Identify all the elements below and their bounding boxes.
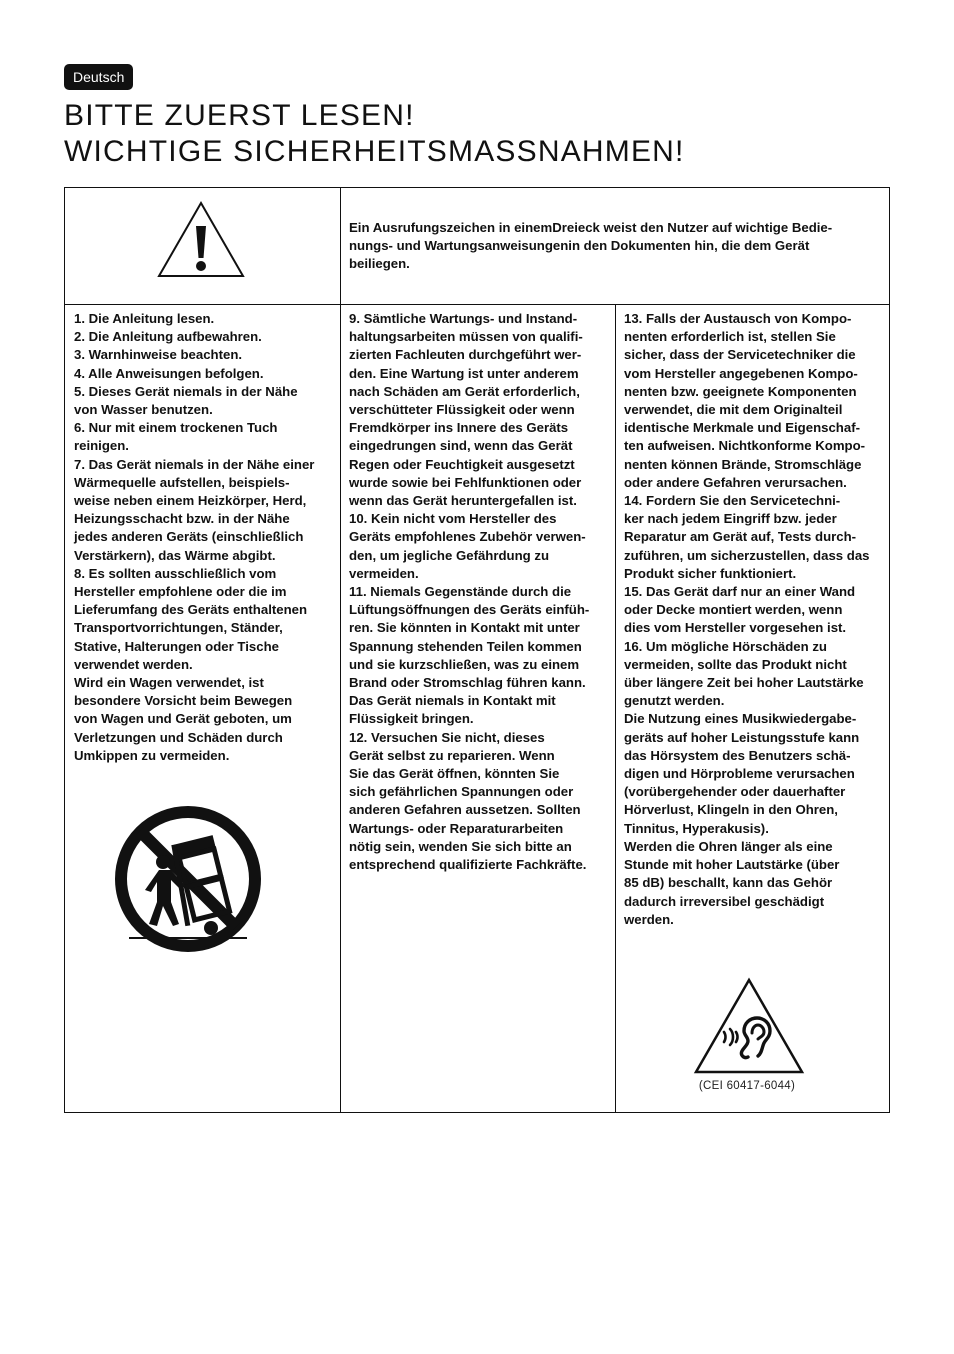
divider xyxy=(65,304,889,305)
warning-notice-text: Ein Ausrufungszeichen in einemDreieck weist den Nutzer auf wichtige Bedie- nungs- und Wartungsanweisungenin den Dokumenten hin, die dem Gerät beiliegen. xyxy=(349,220,833,272)
title-line-1: BITTE ZUERST LESEN! xyxy=(64,99,415,132)
hearing-icon-caption: (CEI 60417-6044) xyxy=(698,1080,796,1092)
divider xyxy=(615,304,616,1112)
divider xyxy=(340,188,341,1112)
instructions-column-3: 13. Falls der Austausch von Kompo- nenten erforderlich ist, stellen Sie sicher, dass der Servicetechniker die vom Hersteller angegebenen Kompo- nenten bzw. geeignete Komponenten verwendet, die mit dem Originalteil identische Merkmale und Eigenschaf- ten aufweisen. Nichtkonforme Kompo- nenten können Brände, Stromschläge oder andere Gefahren verursachen. 14. Fordern Sie den Servicetechni- ker nach jedem Eingriff bzw. jeder Reparatur am Gerät auf, Tests durch- zuführen, um sicherzustellen, dass das Produkt sicher funktioniert. 15. Das Gerät darf nur an einer Wand oder Decke montiert werden, wenn dies vom Hersteller vorgesehen ist. 16. Um mögliche Hörschäden zu vermeiden, sollte das Produkt nicht über längere Zeit bei hoher Lautstärke genutzt werden. Die Nutzung eines Musikwiedergabe- geräts auf hoher Leistungsstufe kann das Hörsystem des Benutzers schä- digen und Hörprobleme verursachen (vorübergehender oder dauerhafter Hörverlust, Klingeln in den Ohren, Tinnitus, Hyperakusis). Werden die Ohren länger als eine Stunde mit hoher Lautstärke (über 85 dB) beschallt, kann das Gehör dadurch irreversibel geschädigt werden. xyxy=(624,311,870,927)
instructions-column-2: 9. Sämtliche Wartungs- und Instand- haltungsarbeiten müssen von qualifi- zierten Fachleuten durchgeführt wer- den. Eine Wartung ist unter anderem nach Schäden am Gerät erforderlich, verschütteter Flüssigkeit oder wenn Fremdkörper ins Innere des Geräts eingedrungen sind, wenn das Gerät Regen oder Feuchtigkeit ausgesetzt wurde sowie bei Fehlfunktionen oder wenn das Gerät heruntergefallen ist. 10. Kein nicht vom Hersteller des Geräts empfohlenes Zubehör verwen- den, um jegliche Gefährdung zu vermeiden. 11. Niemals Gegenstände durch die Lüftungsöffnungen des Geräts einfüh- ren. Sie könnten in Kontakt mit unter Spannung stehenden Teilen kommen und sie kurzschließen, was zu einem Brand oder Stromschlag führen kann. Das Gerät niemals in Kontakt mit Flüssigkeit bringen. 12. Versuchen Sie nicht, dieses Gerät selbst zu reparieren. Wenn Sie das Gerät öffnen, könnten Sie sich gefährlichen Spannungen oder anderen Gefahren aussetzen. Sollten Wartungs- oder Reparaturarbeiten nötig sein, wenden Sie sich bitte an entsprechend qualifizierte Fachkräfte. xyxy=(349,311,590,873)
cart-tip-over-warning-icon xyxy=(115,806,261,952)
safety-table xyxy=(64,187,890,1113)
instructions-column-1: 1. Die Anleitung lesen. 2. Die Anleitung aufbewahren. 3. Warnhinweise beachten. 4. Alle Anweisungen befolgen. 5. Dieses Gerät niemals in der Nähe von Wasser benutzen. 6. Nur mit einem trockenen Tuch reinigen. 7. Das Gerät niemals in der Nähe einer Wärmequelle aufstellen, beispiels- weise neben einem Heizkörper, Herd, Heizungsschacht bzw. in der Nähe jedes anderen Geräts (einschließlich Verstärkern), das Wärme abgibt. 8. Es sollten ausschließlich vom Hersteller empfohlene oder die im Lieferumfang des Geräts enthaltenen Transportvorrichtungen, Ständer, Stative, Halterungen oder Tische verwendet werden. Wird ein Wagen verwendet, ist besondere Vorsicht beim Bewegen von Wagen und Gerät geboten, um Verletzungen und Schäden durch Umkippen zu vermeiden. xyxy=(74,311,315,763)
page-title xyxy=(64,98,685,170)
language-badge: Deutsch xyxy=(64,64,133,90)
title-line-2: WICHTIGE SICHERHEITSMASSNAHMEN! xyxy=(64,135,685,168)
hearing-damage-warning-icon xyxy=(692,977,806,1077)
exclamation-triangle-icon xyxy=(156,200,246,280)
